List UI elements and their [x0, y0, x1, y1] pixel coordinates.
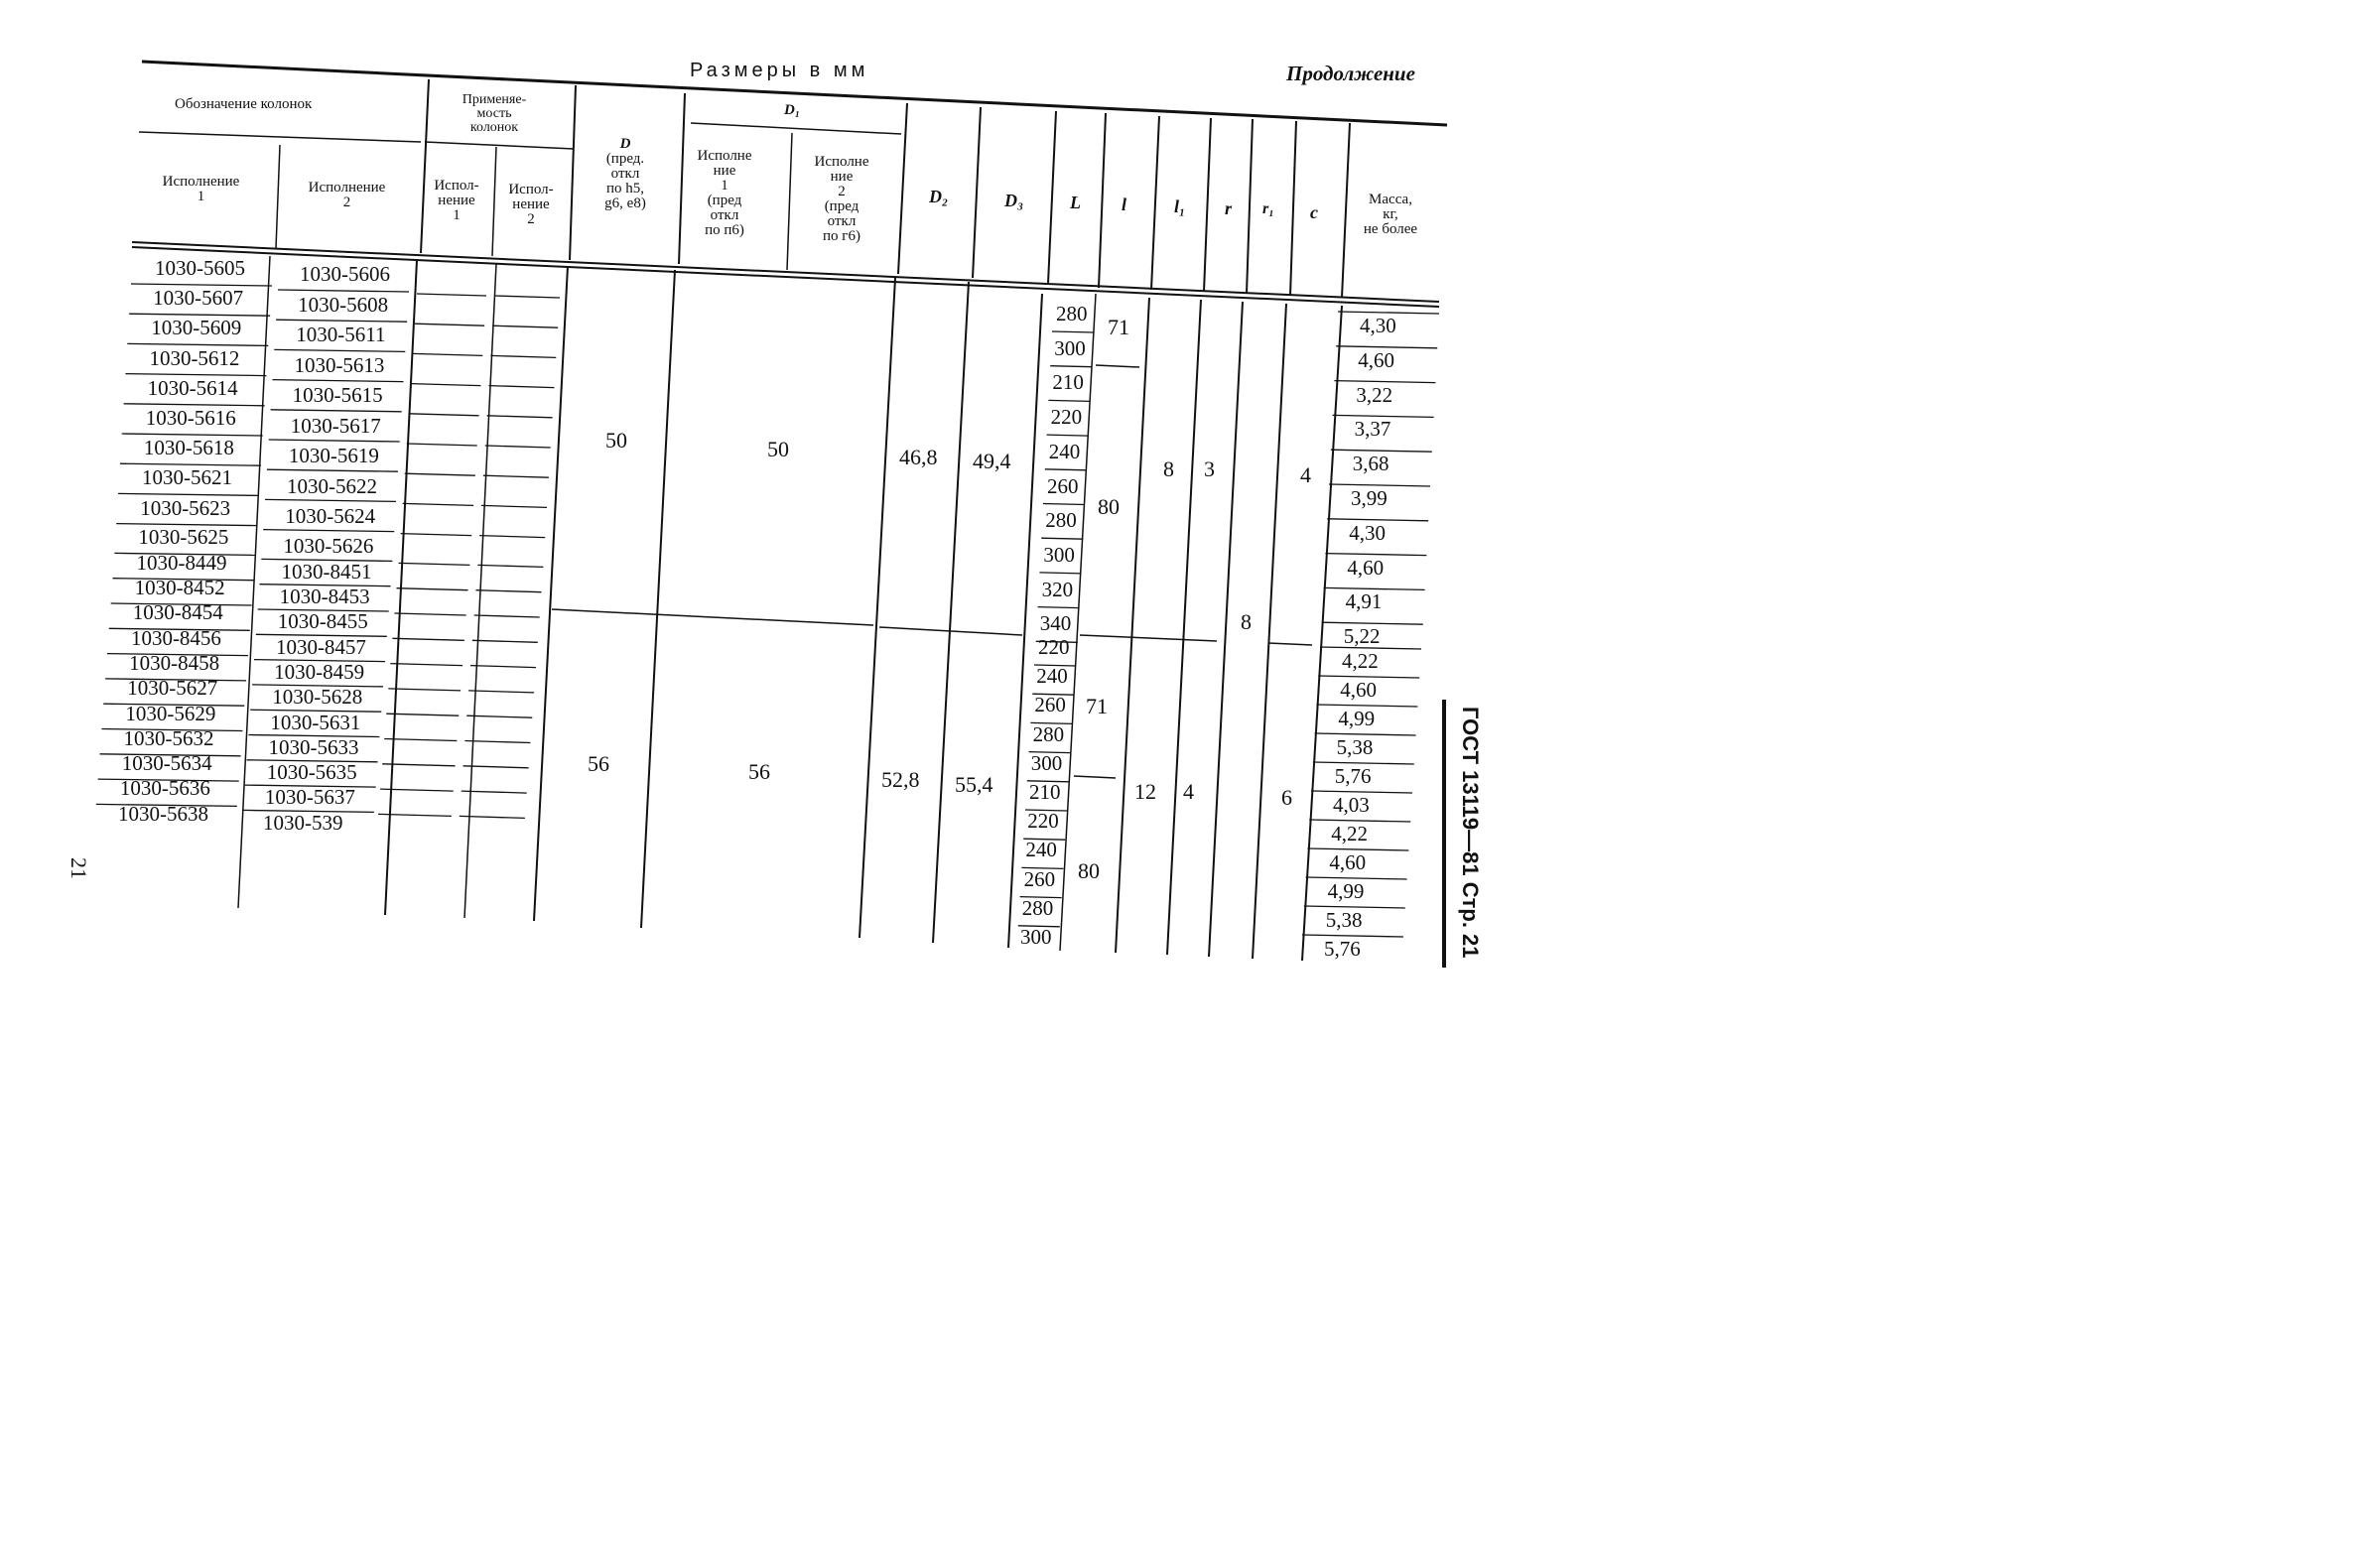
- mass-value: 3,37: [1354, 417, 1391, 442]
- row-rule: [479, 536, 545, 538]
- group2-r: 4: [1183, 779, 1194, 804]
- row-rule: [276, 320, 407, 322]
- units-caption: Размеры в мм: [690, 60, 869, 81]
- d2-header: D₂: [929, 187, 949, 206]
- d-header: D (пред. откл по h5, g6, e8): [604, 136, 646, 211]
- row-rule: [463, 766, 529, 768]
- row-rule: [1045, 469, 1087, 470]
- row-rule: [401, 534, 472, 536]
- row-version2-code: 1030-8453: [279, 585, 370, 608]
- row-rule: [267, 469, 398, 471]
- row-version1-code: 1030-5636: [119, 776, 210, 801]
- row-version2-code: 1030-5613: [294, 352, 385, 377]
- group1-d2: 46,8: [899, 445, 938, 469]
- length-value: 340: [1039, 611, 1072, 636]
- row-rule: [494, 296, 560, 298]
- length-value: 280: [1045, 508, 1077, 533]
- row-version2-code: 1030-5617: [290, 413, 381, 438]
- row-rule: [411, 384, 481, 386]
- length-value: 210: [1029, 780, 1061, 804]
- row-rule: [477, 565, 543, 567]
- row-version1-code: 1030-5616: [145, 406, 236, 430]
- group1-d3: 49,4: [973, 449, 1011, 473]
- row-rule: [274, 349, 405, 351]
- mass-value: 3,22: [1356, 382, 1393, 407]
- row-rule: [409, 414, 479, 416]
- row-rule: [483, 475, 549, 477]
- row-rule: [1038, 607, 1080, 608]
- row-rule: [388, 689, 461, 691]
- length-value: 240: [1025, 838, 1057, 862]
- row-rule: [265, 499, 396, 501]
- mass-value: 4,60: [1347, 555, 1385, 580]
- mass-value: 5,22: [1343, 624, 1381, 649]
- row-version1-code: 1030-5618: [143, 436, 234, 460]
- d1-version1-header: Исполне ние 1 (пред откл по п6): [697, 148, 752, 238]
- row-version2-code: 1030-5633: [268, 734, 359, 759]
- row-version1-code: 1030-8449: [136, 550, 227, 575]
- row-rule: [468, 691, 534, 693]
- group1-r: 3: [1204, 456, 1215, 481]
- row-version1-code: 1030-8456: [130, 625, 221, 650]
- length-value: 240: [1036, 664, 1068, 689]
- row-version2-code: 1030-8457: [275, 634, 366, 659]
- row-version2-code: 1030-5615: [292, 383, 383, 407]
- length-value: 320: [1041, 577, 1074, 601]
- row-version2-code: 1030-5619: [288, 444, 379, 467]
- row-version2-code: 1030-5631: [270, 710, 361, 734]
- page-number: 21: [66, 857, 91, 879]
- r1-shared: 8: [1241, 609, 1252, 634]
- length-value: 260: [1047, 473, 1079, 498]
- group1-l1: 8: [1163, 456, 1174, 481]
- length-value: 260: [1023, 866, 1056, 891]
- length-value: 280: [1032, 721, 1065, 746]
- row-version1-code: 1030-5625: [138, 525, 229, 550]
- row-rule: [1047, 435, 1089, 436]
- row-rule: [1039, 573, 1081, 574]
- length-value: 220: [1038, 635, 1070, 659]
- row-version2-code: 1030-5626: [283, 534, 374, 559]
- mass-value: 3,99: [1351, 486, 1388, 510]
- row-rule: [1041, 538, 1083, 539]
- row-rule: [487, 416, 553, 418]
- length-value: 220: [1027, 809, 1059, 834]
- row-version1-code: 1030-5634: [121, 751, 212, 776]
- mass-value: 4,22: [1342, 649, 1379, 673]
- group2-d3: 55,4: [955, 772, 993, 797]
- table-rules: [0, 0, 1539, 1017]
- mass-value: 3,68: [1352, 452, 1389, 476]
- c-header: c: [1310, 202, 1318, 222]
- row-rule: [390, 664, 463, 666]
- row-version2-code: 1030-5637: [264, 785, 355, 810]
- row-version1-code: 1030-5623: [140, 495, 231, 520]
- row-rule: [474, 615, 540, 617]
- mass-value: 4,03: [1333, 793, 1370, 817]
- applicability1-header: Испол- нение 1: [434, 178, 479, 223]
- row-version2-code: 1030-5608: [298, 292, 389, 317]
- l1-header: l₁: [1174, 196, 1186, 216]
- designation-header: Обозначение колонок: [175, 96, 313, 112]
- row-rule: [272, 380, 403, 382]
- row-rule: [485, 446, 551, 448]
- row-rule: [392, 638, 463, 640]
- mass-value: 4,30: [1360, 314, 1396, 337]
- row-rule: [271, 410, 402, 412]
- row-rule: [1050, 366, 1092, 367]
- length-value: 300: [1043, 542, 1075, 567]
- mass-value: 4,60: [1329, 850, 1367, 874]
- group2-d2: 52,8: [881, 767, 920, 792]
- row-rule: [464, 741, 530, 743]
- row-rule: [1043, 504, 1085, 505]
- row-rule: [466, 715, 532, 717]
- applicability2-header: Испол- нение 2: [508, 182, 554, 227]
- row-version2-code: 1030-5606: [300, 262, 390, 286]
- group1-l-a: 71: [1108, 315, 1129, 339]
- d3-header: D₃: [1004, 191, 1024, 210]
- length-value: 220: [1050, 405, 1083, 430]
- row-rule: [397, 588, 468, 590]
- length-value: 300: [1030, 750, 1063, 775]
- group2-l-b: 80: [1078, 858, 1100, 883]
- mass-value: 4,99: [1327, 879, 1365, 903]
- group2-l-a: 71: [1086, 694, 1108, 718]
- mass-value: 4,30: [1349, 520, 1386, 545]
- row-rule: [472, 640, 538, 642]
- row-version1-code: 1030-5614: [147, 375, 238, 400]
- row-rule: [1052, 331, 1094, 332]
- row-rule: [490, 355, 556, 357]
- row-rule: [403, 503, 473, 505]
- version1-header: Исполнение 1: [162, 174, 240, 204]
- row-rule: [476, 590, 542, 592]
- row-version1-code: 1030-5629: [125, 701, 216, 725]
- d1-version2-header: Исполне ние 2 (пред откл по г6): [814, 154, 869, 244]
- row-version1-code: 1030-5621: [142, 465, 233, 490]
- row-version2-code: 1030-8459: [274, 659, 365, 684]
- row-rule: [492, 325, 558, 327]
- length-value: 260: [1034, 693, 1066, 717]
- row-version1-code: 1030-5612: [149, 345, 240, 370]
- row-version1-code: 1030-5638: [118, 801, 208, 826]
- mass-header: Масса, кг, не более: [1363, 192, 1418, 237]
- group2-d1: 56: [748, 759, 770, 784]
- row-rule: [470, 666, 536, 668]
- group1-d1: 50: [767, 437, 789, 461]
- version2-header: Исполнение 2: [308, 180, 386, 210]
- row-version1-code: 1030-5627: [127, 676, 218, 701]
- row-version2-code: 1030-5635: [266, 760, 357, 785]
- mass-value: 4,22: [1331, 822, 1368, 845]
- group2-l1: 12: [1134, 779, 1156, 804]
- row-rule: [488, 386, 554, 388]
- mass-value: 5,38: [1336, 735, 1374, 759]
- row-rule: [405, 473, 475, 475]
- row-rule: [263, 530, 394, 532]
- row-rule: [386, 714, 459, 715]
- row-rule: [1048, 400, 1090, 401]
- d1-header: D₁: [784, 102, 801, 118]
- length-value: 280: [1021, 895, 1054, 920]
- group2-d: 56: [588, 751, 609, 776]
- r1-header: r₁: [1262, 200, 1274, 217]
- length-value: 300: [1020, 925, 1052, 949]
- mass-value: 5,38: [1325, 908, 1363, 932]
- mass-value: 5,76: [1324, 937, 1361, 961]
- row-rule: [407, 444, 477, 446]
- mass-value: 4,99: [1338, 707, 1376, 730]
- row-rule: [269, 440, 400, 442]
- row-version2-code: 1030-539: [263, 810, 343, 835]
- row-version2-code: 1030-8455: [277, 609, 368, 634]
- document-page: [0, 0, 1539, 1017]
- row-rule: [413, 353, 482, 355]
- row-version1-code: 1030-8458: [129, 650, 220, 675]
- row-version2-code: 1030-5628: [272, 685, 363, 710]
- row-rule: [481, 505, 547, 507]
- row-version2-code: 1030-5624: [285, 504, 376, 528]
- group1-l-b: 80: [1098, 494, 1120, 519]
- length-value: 240: [1048, 439, 1081, 463]
- row-version1-code: 1030-5632: [123, 725, 214, 750]
- length-value: 210: [1052, 370, 1084, 395]
- length-value: 300: [1054, 335, 1086, 360]
- mass-value: 4,60: [1340, 678, 1377, 702]
- row-rule: [415, 324, 484, 325]
- continuation-caption: Продолжение: [1286, 62, 1415, 85]
- mass-value: 5,76: [1334, 764, 1372, 788]
- row-rule: [417, 294, 486, 296]
- row-version1-code: 1030-8452: [134, 576, 225, 599]
- row-rule: [394, 613, 465, 615]
- mass-value: 4,91: [1345, 589, 1383, 614]
- row-rule: [399, 563, 470, 565]
- row-version1-code: 1030-5605: [155, 256, 245, 280]
- r-header: r: [1225, 198, 1233, 218]
- applicability-header: Применяе- мость колонок: [462, 92, 527, 135]
- row-version1-code: 1030-5607: [153, 286, 244, 311]
- row-rule: [384, 739, 457, 741]
- group2-c: 6: [1281, 785, 1292, 810]
- length-value: 280: [1056, 302, 1088, 325]
- row-version1-code: 1030-5609: [151, 316, 242, 340]
- side-label: ГОСТ 13119—81 Стр. 21: [1458, 707, 1483, 959]
- row-version2-code: 1030-8451: [281, 559, 372, 584]
- side-bar-rule: [1442, 700, 1446, 968]
- l-upper-header: L: [1070, 193, 1081, 212]
- row-version2-code: 1030-5611: [296, 323, 386, 346]
- group1-c: 4: [1300, 462, 1311, 487]
- mass-value: 4,60: [1358, 347, 1394, 372]
- row-version1-code: 1030-8454: [132, 600, 223, 625]
- l-lower-header: l: [1122, 195, 1127, 214]
- row-version2-code: 1030-5622: [287, 473, 378, 498]
- group1-d: 50: [605, 428, 627, 453]
